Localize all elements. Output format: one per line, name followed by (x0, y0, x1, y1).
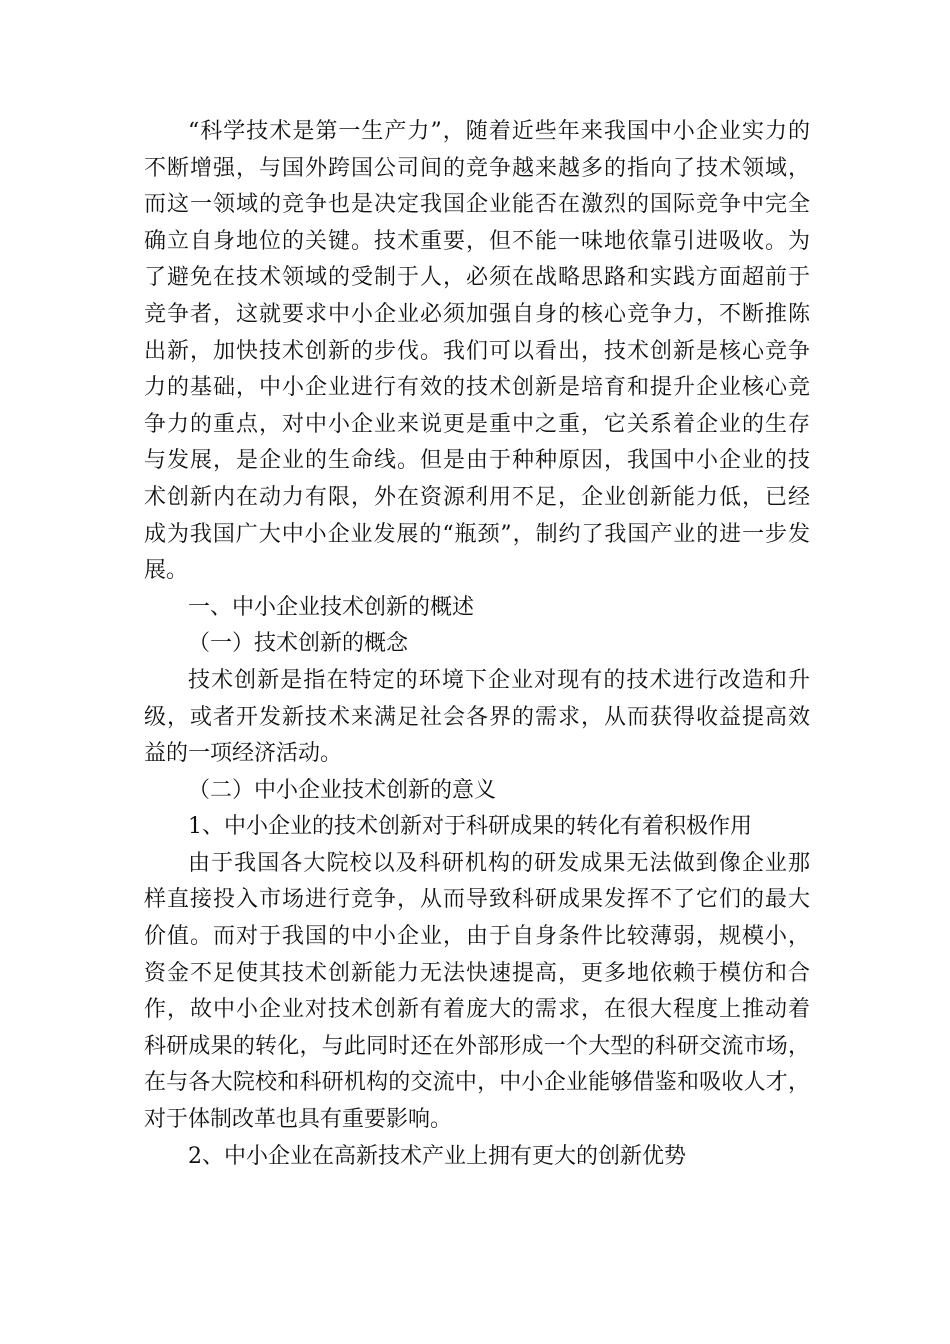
body-paragraph-line: 竞争者，这就要求中小企业必须加强自身的核心竞争力，不断推陈 (144, 301, 810, 327)
body-paragraph-line: 展。 (144, 558, 189, 584)
body-paragraph-line: 而这一领域的竞争也是决定我国企业能否在激烈的国际竞争中完全 (144, 192, 810, 218)
body-paragraph-line: 与发展，是企业的生命线。但是由于种种原因，我国中小企业的技 (144, 448, 810, 474)
body-paragraph-line: 力的基础，中小企业进行有效的技术创新是培育和提升企业核心竞 (144, 375, 810, 401)
body-paragraph-line: 在与各大院校和科研机构的交流中，中小企业能够借鉴和吸收人才， (144, 1070, 810, 1096)
body-paragraph-line: 样直接投入市场进行竞争，从而导致科研成果发挥不了它们的最大 (144, 887, 810, 913)
body-paragraph-line: 益的一项经济活动。 (144, 741, 343, 767)
body-paragraph-line: 争力的重点，对中小企业来说更是重中之重，它关系着企业的生存 (144, 411, 810, 437)
subsection-heading: （二）中小企业技术创新的意义 (188, 777, 497, 803)
body-paragraph-line: 科研成果的转化，与此同时还在外部形成一个大型的科研交流市场， (144, 1033, 810, 1059)
document-page (144, 114, 810, 1175)
body-paragraph-line: “科学技术是第一生产力”，随着近些年来我国中小企业实力的 (188, 119, 810, 144)
subsection-heading: （一）技术创新的概念 (188, 631, 409, 657)
point-heading: 1、中小企业的技术创新对于科研成果的转化有着积极作用 (188, 814, 752, 840)
body-paragraph-line: 不断增强，与国外跨国公司间的竞争越来越多的指向了技术领域， (144, 155, 810, 181)
body-paragraph-line: 确立自身地位的关键。技术重要，但不能一味地依靠引进吸收。为 (144, 228, 810, 254)
body-paragraph-line: 价值。而对于我国的中小企业，由于自身条件比较薄弱，规模小， (144, 924, 810, 950)
body-paragraph-line: 出新，加快技术创新的步伐。我们可以看出，技术创新是核心竞争 (144, 338, 810, 364)
body-paragraph-line: 级，或者开发新技术来满足社会各界的需求，从而获得收益提高效 (144, 704, 810, 730)
body-paragraph-line: 了避免在技术领域的受制于人，必须在战略思路和实践方面超前于 (144, 265, 810, 291)
body-paragraph-line: 由于我国各大院校以及科研机构的研发成果无法做到像企业那 (188, 850, 810, 876)
body-paragraph-line: 作，故中小企业对技术创新有着庞大的需求，在很大程度上推动着 (144, 997, 810, 1023)
body-paragraph-line: 技术创新是指在特定的环境下企业对现有的技术进行改造和升 (188, 667, 810, 693)
body-paragraph-line: 成为我国广大中小企业发展的“瓶颈”，制约了我国产业的进一步发 (144, 521, 810, 547)
body-paragraph-line: 对于体制改革也具有重要影响。 (144, 1107, 453, 1133)
body-paragraph-line: 资金不足使其技术创新能力无法快速提高，更多地依赖于模仿和合 (144, 960, 810, 986)
section-heading: 一、中小企业技术创新的概述 (188, 594, 475, 620)
point-heading: 2、中小企业在高新技术产业上拥有更大的创新优势 (188, 1143, 686, 1169)
body-paragraph-line: 术创新内在动力有限，外在资源利用不足，企业创新能力低，已经 (144, 484, 810, 510)
